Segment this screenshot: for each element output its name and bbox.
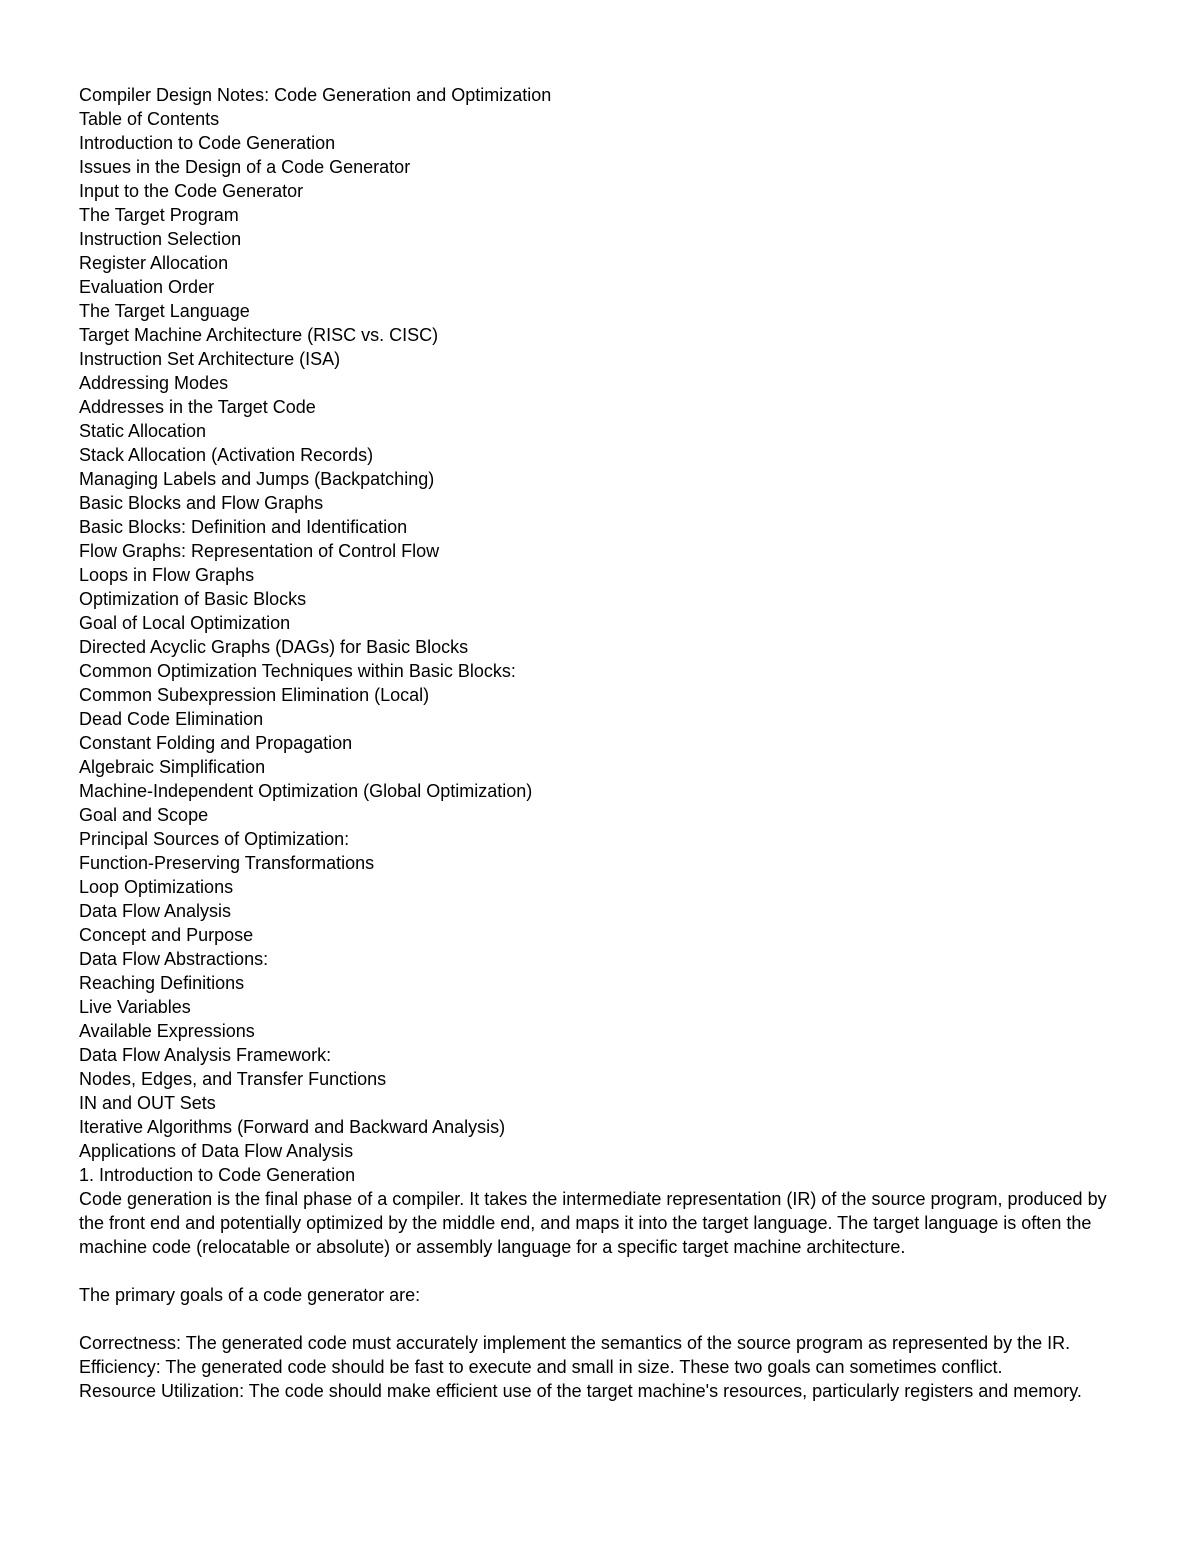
toc-item: Basic Blocks and Flow Graphs [79, 493, 324, 513]
toc-item: The Target Language [79, 301, 250, 321]
section-introduction [79, 1163, 1124, 1403]
toc-item: Goal of Local Optimization [79, 613, 291, 633]
toc-item: Static Allocation [79, 421, 207, 441]
toc-item: Managing Labels and Jumps (Backpatching) [79, 469, 435, 489]
toc-item: The Target Program [79, 205, 239, 225]
toc-item: Applications of Data Flow Analysis [79, 1141, 354, 1161]
toc-item: Addresses in the Target Code [79, 397, 316, 417]
toc-item: Data Flow Analysis [79, 901, 232, 921]
toc-item: Input to the Code Generator [79, 181, 304, 201]
document-page [79, 83, 1124, 1403]
toc-item: Common Optimization Techniques within Basic Blocks: [79, 661, 516, 681]
toc-item: Reaching Definitions [79, 973, 245, 993]
toc-item: Introduction to Code Generation [79, 133, 336, 153]
section-heading: 1. Introduction to Code Generation [79, 1165, 356, 1185]
goals-lead-paragraph: The primary goals of a code generator are: [79, 1285, 421, 1305]
toc-item: Instruction Set Architecture (ISA) [79, 349, 341, 369]
toc-item: Goal and Scope [79, 805, 209, 825]
toc-item: Algebraic Simplification [79, 757, 266, 777]
toc-item: Data Flow Abstractions: [79, 949, 269, 969]
toc-item: Loop Optimizations [79, 877, 234, 897]
toc-item: Instruction Selection [79, 229, 242, 249]
goal-correctness: Correctness: The generated code must accurately implement the semantics of the source program as represented by the IR. [79, 1333, 1071, 1353]
toc-item: Concept and Purpose [79, 925, 254, 945]
toc-item: Target Machine Architecture (RISC vs. CISC) [79, 325, 439, 345]
toc-item: Nodes, Edges, and Transfer Functions [79, 1069, 387, 1089]
toc-item: Machine-Independent Optimization (Global Optimization) [79, 781, 533, 801]
toc-item: Flow Graphs: Representation of Control Flow [79, 541, 440, 561]
document-title: Compiler Design Notes: Code Generation and Optimization [79, 85, 552, 105]
table-of-contents [79, 83, 1124, 1163]
goal-efficiency: Efficiency: The generated code should be fast to execute and small in size. These two goals can sometimes conflict. [79, 1357, 1003, 1377]
toc-item: Common Subexpression Elimination (Local) [79, 685, 430, 705]
toc-item: Constant Folding and Propagation [79, 733, 353, 753]
toc-item: Stack Allocation (Activation Records) [79, 445, 374, 465]
toc-item: Issues in the Design of a Code Generator [79, 157, 411, 177]
toc-item: Function-Preserving Transformations [79, 853, 375, 873]
toc-item: Optimization of Basic Blocks [79, 589, 307, 609]
toc-item: Principal Sources of Optimization: [79, 829, 350, 849]
goal-resource-utilization: Resource Utilization: The code should make efficient use of the target machine's resources, particularly registers and memory. [79, 1381, 1082, 1401]
toc-item: Dead Code Elimination [79, 709, 264, 729]
toc-item: Loops in Flow Graphs [79, 565, 255, 585]
toc-item: Directed Acyclic Graphs (DAGs) for Basic Blocks [79, 637, 469, 657]
toc-item: Available Expressions [79, 1021, 255, 1041]
spacer [79, 1259, 1124, 1283]
toc-item: Iterative Algorithms (Forward and Backward Analysis) [79, 1117, 506, 1137]
toc-item: IN and OUT Sets [79, 1093, 216, 1113]
toc-heading: Table of Contents [79, 109, 220, 129]
toc-item: Data Flow Analysis Framework: [79, 1045, 332, 1065]
toc-item: Register Allocation [79, 253, 229, 273]
toc-item: Addressing Modes [79, 373, 229, 393]
toc-item: Live Variables [79, 997, 191, 1017]
toc-item: Evaluation Order [79, 277, 215, 297]
toc-item: Basic Blocks: Definition and Identification [79, 517, 408, 537]
intro-paragraph: Code generation is the final phase of a compiler. It takes the intermediate representation (IR) of the source program, produced by the front end and potentially optimized by the middle end, and maps it into the target language. The target language is often the machine code (relocatable or absolute) or assembly language for a specific target machine architecture. [79, 1189, 1107, 1257]
spacer [79, 1307, 1124, 1331]
